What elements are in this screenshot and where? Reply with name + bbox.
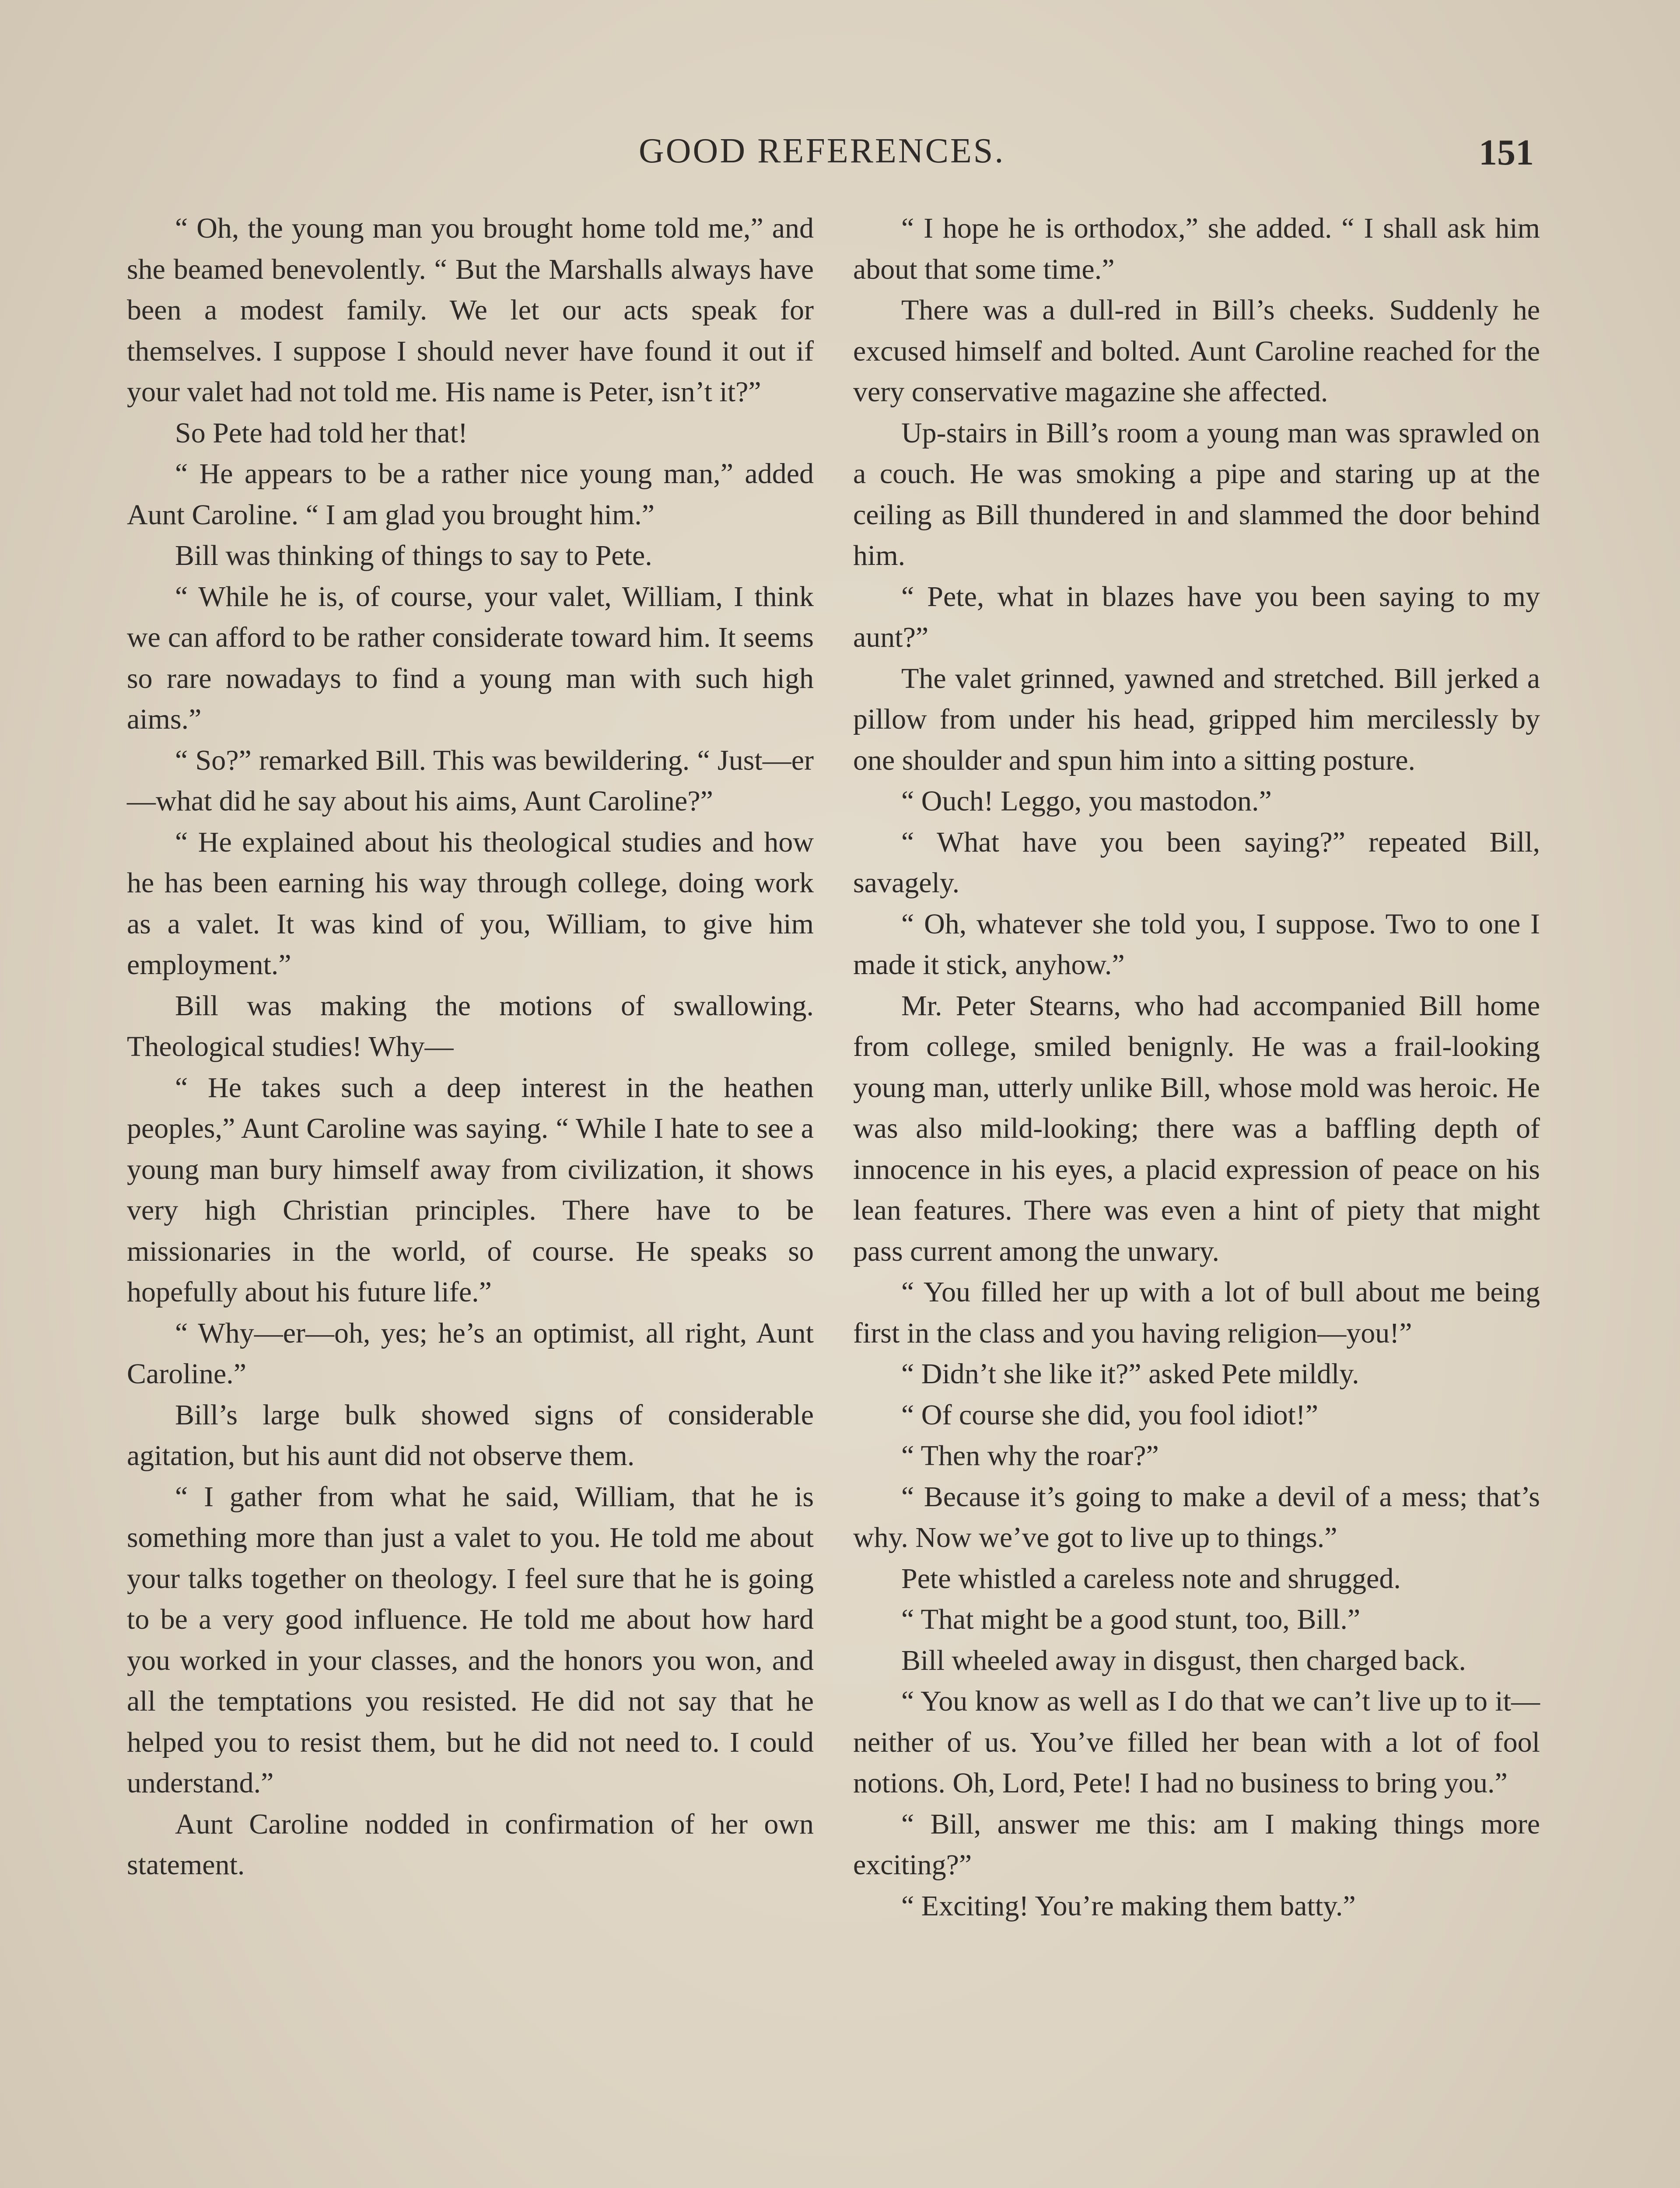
paragraph: “ That might be a good stunt, too, Bill.” — [901, 1603, 1361, 1635]
paragraph: “ I hope he is orthodox,” she added. “ I shall ask him about that some time.” — [853, 212, 1540, 285]
paragraph: Bill wheeled away in disgust, then charged back. — [901, 1644, 1466, 1676]
paragraph: “ You know as well as I do that we can’t live up to it—neither of us. You’ve filled her bean with a lot of fool notions. Oh, Lord, Pete! I had no business to bring you.” — [853, 1685, 1540, 1799]
paragraph: “ You filled her up with a lot of bull about me being first in the class and you having religion—you!” — [853, 1276, 1540, 1349]
left-column — [127, 208, 814, 1886]
paragraph: “ Because it’s going to make a devil of a mess; that’s why. Now we’ve got to live up to things.” — [853, 1480, 1540, 1553]
paragraph: “ Pete, what in blazes have you been saying to my aunt?” — [853, 580, 1540, 653]
paragraph: “ Of course she did, you fool idiot!” — [901, 1399, 1319, 1431]
paragraph: The valet grinned, yawned and stretched. Bill jerked a pillow from under his head, gripped him mercilessly by one shoulder and spun him into a sitting posture. — [853, 662, 1540, 776]
paragraph: “ He explained about his theological studies and how he has been earning his way through college, doing work as a valet. It was kind of you, William, to give him employment.” — [127, 826, 814, 981]
page-number: 151 — [1479, 132, 1534, 173]
paragraph: “ Ouch! Leggo, you mastodon.” — [901, 785, 1272, 817]
paragraph: “ Exciting! You’re making them batty.” — [901, 1890, 1356, 1922]
paragraph: “ Bill, answer me this: am I making things more exciting?” — [853, 1808, 1540, 1881]
paragraph: “ So?” remarked Bill. This was bewildering. “ Just—er—what did he say about his aims, Aunt Caroline?” — [127, 744, 814, 817]
paragraph: “ Oh, whatever she told you, I suppose. Two to one I made it stick, anyhow.” — [853, 908, 1540, 981]
paragraph: “ Oh, the young man you brought home told me,” and she beamed benevolently. “ But the Marshalls always have been a modest family. We let our acts speak for themselves. I suppose I should never have found it out if your valet had not told me. His name is Peter, isn’t it?” — [127, 212, 814, 408]
paragraph: “ He appears to be a rather nice young man,” added Aunt Caroline. “ I am glad you brought him.” — [127, 458, 814, 531]
paragraph: “ While he is, of course, your valet, William, I think we can afford to be rather considerate toward him. It seems so rare nowadays to find a young man with such high aims.” — [127, 580, 814, 735]
paragraph: Bill’s large bulk showed signs of considerable agitation, but his aunt did not observe them. — [127, 1399, 814, 1472]
right-column — [853, 208, 1540, 1926]
paragraph: There was a dull-red in Bill’s cheeks. Suddenly he excused himself and bolted. Aunt Caroline reached for the very conservative magazine she affected. — [853, 294, 1540, 408]
paragraph: Up-stairs in Bill’s room a young man was sprawled on a couch. He was smoking a pipe and staring up at the ceiling as Bill thundered in and slammed the door behind him. — [853, 417, 1540, 572]
running-head: GOOD REFERENCES. — [639, 132, 1005, 170]
paragraph: Aunt Caroline nodded in confirmation of her own statement. — [127, 1808, 814, 1881]
paragraph: Mr. Peter Stearns, who had accompanied Bill home from college, smiled benignly. He was a frail-looking young man, utterly unlike Bill, whose mold was heroic. He was also mild-looking; there was a baffling depth of innocence in his eyes, a placid expression of peace on his lean features. There was even a hint of piety that might pass current among the unwary. — [853, 989, 1540, 1267]
paragraph: “ I gather from what he said, William, that he is something more than just a valet to you. He told me about your talks together on theology. I feel sure that he is going to be a very good influence. He told me about how hard you worked in your classes, and the honors you won, and all the temptations you resisted. He did not say that he helped you to resist them, but he did not need to. I could understand.” — [127, 1480, 814, 1799]
paragraph: So Pete had told her that! — [175, 417, 468, 449]
paragraph: Pete whistled a careless note and shrugged. — [901, 1562, 1401, 1595]
paragraph: “ Then why the roar?” — [901, 1440, 1159, 1472]
paragraph: Bill was thinking of things to say to Pete. — [175, 540, 652, 572]
paragraph: “ Why—er—oh, yes; he’s an optimist, all right, Aunt Caroline.” — [127, 1317, 814, 1390]
paragraph: “ Didn’t she like it?” asked Pete mildly. — [901, 1358, 1359, 1390]
paragraph: “ He takes such a deep interest in the heathen peoples,” Aunt Caroline was saying. “ While I hate to see a young man bury himself away from civilization, it shows very high Christian principles. There have to be missionaries in the world, of course. He speaks so hopefully about his future life.” — [127, 1071, 814, 1308]
paragraph: Bill was making the motions of swallowing. Theological studies! Why— — [127, 989, 814, 1062]
paragraph: “ What have you been saying?” repeated Bill, savagely. — [853, 826, 1540, 899]
page-header — [0, 127, 1680, 188]
